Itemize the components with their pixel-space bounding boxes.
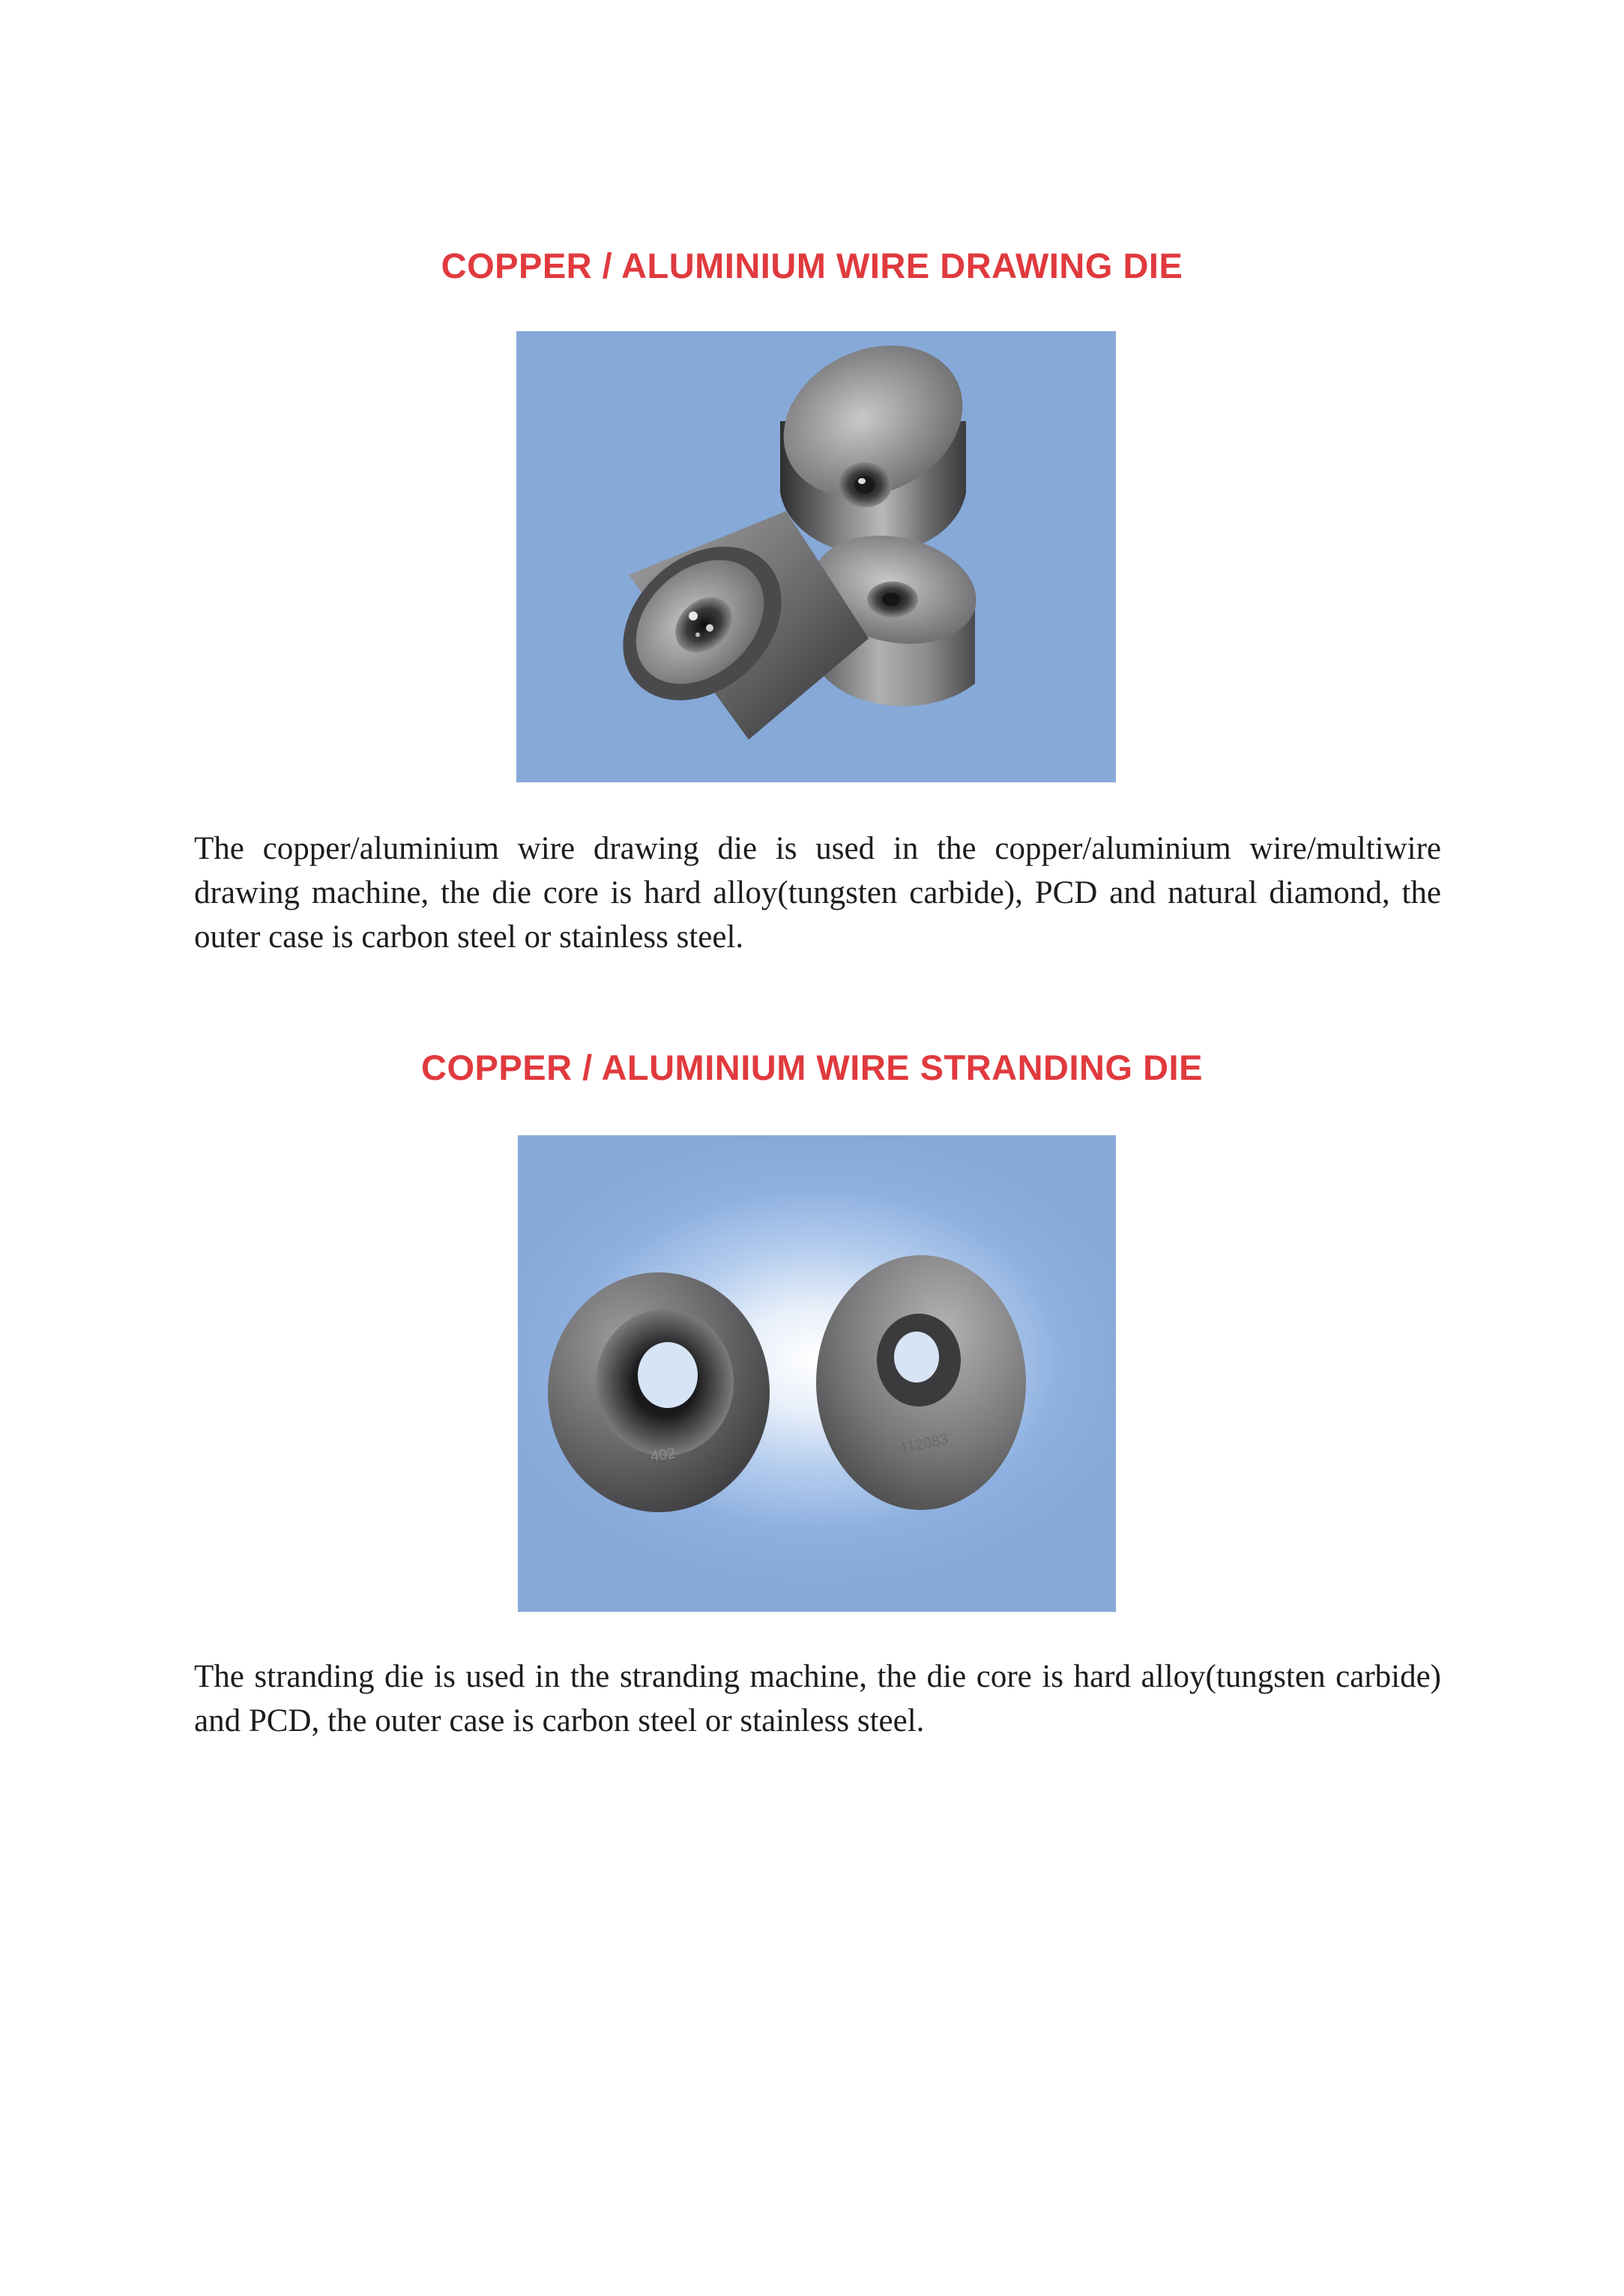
- left-stranding-die: [548, 1272, 770, 1512]
- right-stranding-die: [816, 1255, 1026, 1510]
- right-die-marking: 412083: [897, 1431, 950, 1457]
- stranding-die-description: The stranding die is used in the stranding machine, the die core is hard alloy(tungsten carbide) and PCD, the outer case is carbon steel or stainless steel.: [194, 1659, 1441, 1738]
- stranding-die-heading: COPPER / ALUMINIUM WIRE STRANDING DIE: [421, 1048, 1203, 1087]
- drawing-die-description: The copper/aluminium wire drawing die is used in the copper/aluminium wire/multiwire drawing machine, the die core is hard alloy(tungsten carbide), PCD and natural diamond, the outer case is carbon steel or stainless steel.: [194, 831, 1441, 955]
- stranding-dies-photo: [518, 1135, 1116, 1612]
- drawing-dies-photo: [516, 331, 1116, 782]
- top-die: [758, 331, 987, 555]
- left-die-marking: 402: [649, 1445, 677, 1465]
- drawing-die-heading: COPPER / ALUMINIUM WIRE DRAWING DIE: [441, 246, 1183, 286]
